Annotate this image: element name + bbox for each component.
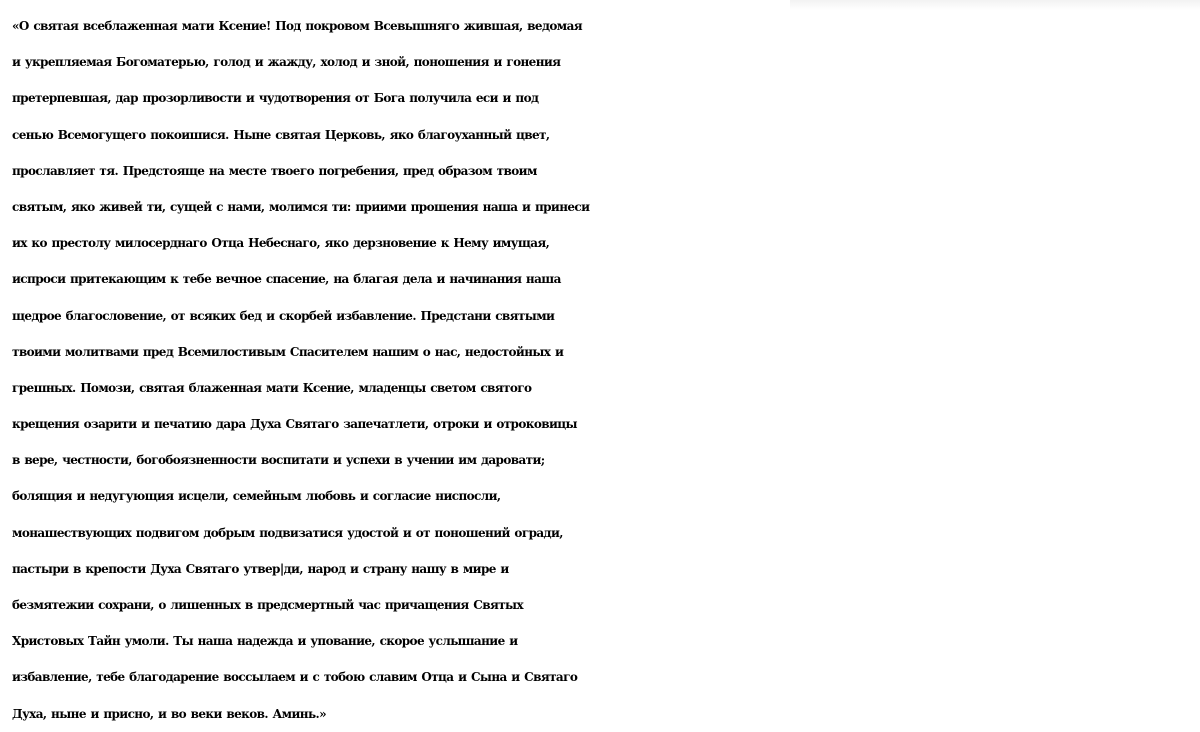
- text-line: сенью Всемогущего покоишися. Ныне святая Церковь, яко благоуханный цвет,: [12, 127, 550, 142]
- text-line: крещения озарити и печатию дара Духа Святаго запечатлети, отроки и отроковицы: [12, 417, 577, 432]
- text-line: грешных. Помози, святая блаженная мати Ксение, младенцы светом святого: [12, 380, 532, 395]
- text-line: претерпевшая, дар прозорливости и чудотворения от Бога получила еси и под: [12, 91, 539, 106]
- text-line: безмятежии сохрани, о лишенных в предсмертный час причащения Святых: [12, 598, 524, 612]
- text-line: монашествующих подвигом добрым подвизатися удостой и от поношений огради,: [12, 525, 563, 540]
- text-line: испроси притекающим к тебе вечное спасение, на благая дела и начинания наша: [12, 272, 561, 287]
- text-line: избавление, тебе благодарение воссылаем и с тобою славим Отца и Сына и Святаго: [12, 670, 578, 685]
- text-line: и укрепляемая Богоматерью, голод и жажду, холод и зной, поношения и гонения: [12, 55, 561, 70]
- text-line: Духа, ныне и присно, и во веки веков. Аминь.»: [12, 706, 327, 721]
- text-line: «О святая всеблаженная мати Ксение! Под покровом Всевышняго жившая, ведомая: [12, 19, 583, 33]
- text-line: болящия и недугующия исцели, семейным любовь и согласие ниспосли,: [12, 489, 501, 504]
- text-line: в вере, честности, богобоязненности воспитати и успехи в учении им даровати;: [12, 453, 545, 468]
- text-line: их ко престолу милосерднаго Отца Небеснаго, яко дерзновение к Нему имущая,: [12, 236, 550, 251]
- text-line: твоими молитвами пред Всемилостивым Спасителем нашим о нас, недостойных и: [12, 344, 564, 359]
- prayer-text: [12, 8, 1192, 732]
- text-line: святым, яко живей ти, сущей с нами, молимся ти: приими прошения наша и принеси: [12, 199, 590, 214]
- text-line: прославляет тя. Предстояще на месте твоего погребения, пред образом твоим: [12, 163, 537, 178]
- text-line: Христовых Тайн умоли. Ты наша надежда и упование, скорое услышание и: [12, 634, 518, 649]
- text-line: щедрое благословение, от всяких бед и скорбей избавление. Предстани святыми: [12, 308, 555, 323]
- text-line: пастыри в крепости Духа Святаго утвер|ди, народ и страну нашу в мире и: [12, 561, 509, 576]
